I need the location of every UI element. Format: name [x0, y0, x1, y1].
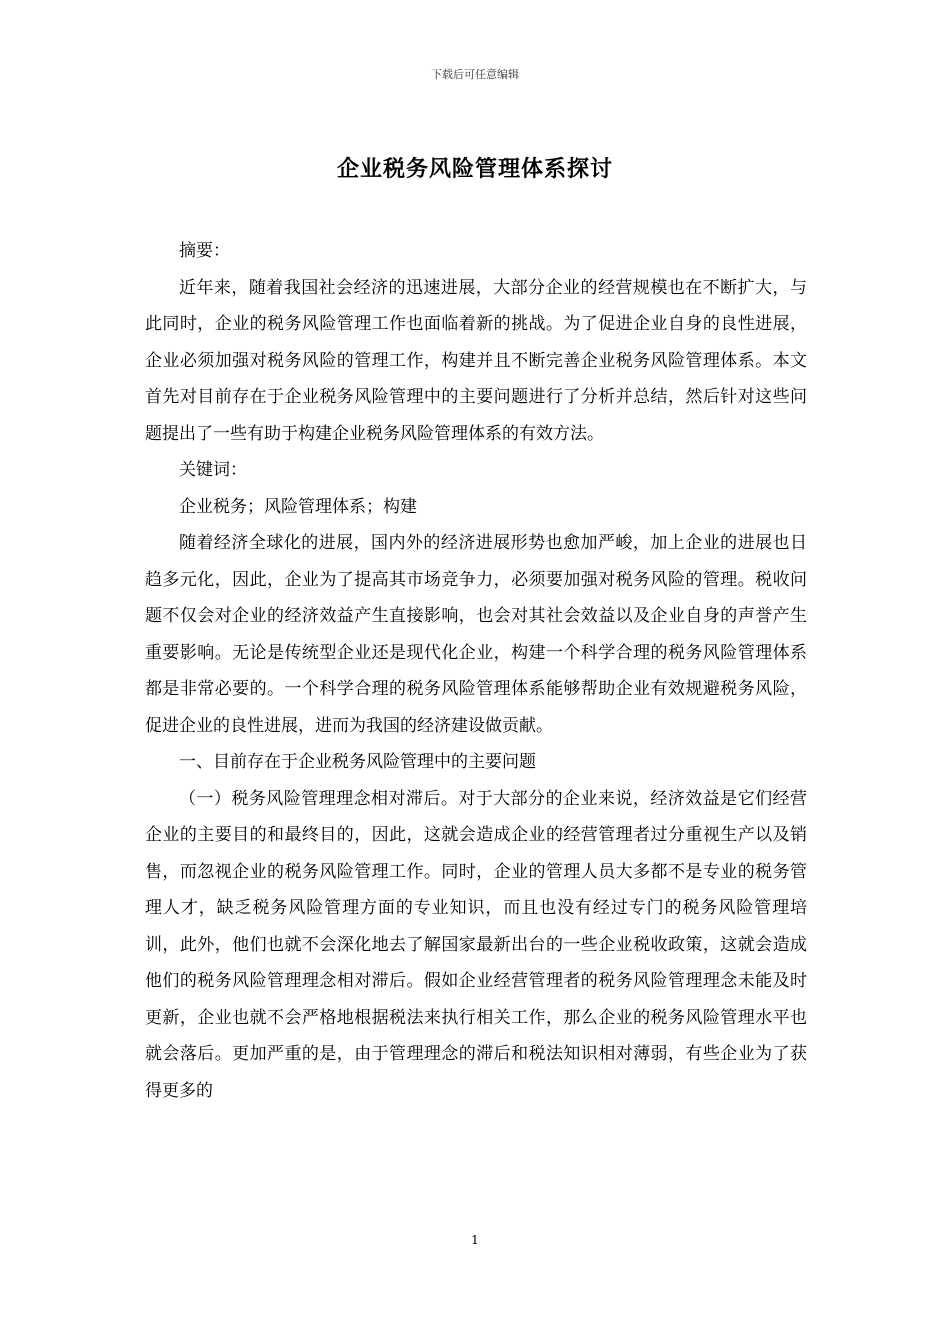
keywords-label: 关键词：	[179, 460, 247, 480]
abstract-label: 摘要：	[179, 241, 230, 261]
page-header	[0, 66, 950, 82]
abstract-paragraph: 近年来，随着我国社会经济的迅速进展，大部分企业的经营规模也在不断扩大，与此同时，企业的税务风险管理工作也面临着新的挑战。为了促进企业自身的良性进展，企业必须加强对税务风险的管理工作，构建并且不断完善企业税务风险管理体系。本文首先对目前存在于企业税务风险管理中的主要问题进行了分析并总结，然后针对这些问题提出了一些有助于构建企业税务风险管理体系的有效方法。	[145, 277, 807, 444]
document-body	[145, 233, 807, 1109]
section1-heading: 一、目前存在于企业税务风险管理中的主要问题	[179, 752, 536, 772]
document-title: 企业税务风险管理体系探讨	[336, 156, 613, 182]
intro-paragraph: 随着经济全球化的进展，国内外的经济进展形势也愈加严峻，加上企业的进展也日趋多元化，因此，企业为了提高其市场竞争力，必须要加强对税务风险的管理。税收问题不仅会对企业的经济效益产生直接影响，也会对其社会效益以及企业自身的声誉产生重要影响。无论是传统型企业还是现代化企业，构建一个科学合理的税务风险管理体系都是非常必要的。一个科学合理的税务风险管理体系能够帮助企业有效规避税务风险，促进企业的良性进展，进而为我国的经济建设做贡献。	[145, 533, 807, 736]
page-number: 1	[471, 1233, 479, 1247]
keywords-paragraph: 企业税务；风险管理体系；构建	[179, 496, 417, 517]
page-footer	[0, 1233, 950, 1247]
header-text: 下载后可任意编辑	[431, 68, 519, 81]
section1-paragraph: （一）税务风险管理理念相对滞后。对于大部分的企业来说，经济效益是它们经营企业的主要目的和最终目的，因此，这就会造成企业的经营管理者过分重视生产以及销售，而忽视企业的税务风险管理工作。同时，企业的管理人员大多都不是专业的税务管理人才，缺乏税务风险管理方面的专业知识，而且也没有经过专门的税务风险管理培训，此外，他们也就不会深化地去了解国家最新出台的一些企业税收政策，这就会造成他们的税务风险管理理念相对滞后。假如企业经营管理者的税务风险管理理念未能及时更新，企业也就不会严格地根据税法来执行相关工作，那么企业的税务风险管理水平也就会落后。更加严重的是，由于管理理念的滞后和税法知识相对薄弱，有些企业为了获得更多的	[145, 788, 807, 1101]
